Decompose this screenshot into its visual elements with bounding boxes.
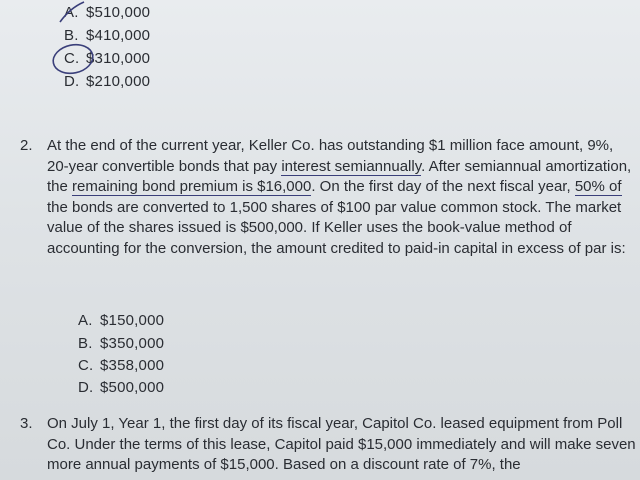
option-text: $410,000 bbox=[86, 27, 151, 44]
question-text-part: At the end of the current year, Keller Co. has outstanding $1 million face amount, 9%, 20-year convertible bonds that pay bbox=[47, 137, 614, 175]
prev-option-d bbox=[64, 73, 150, 90]
q2-option-d bbox=[78, 379, 164, 396]
underlined-phrase: 50% of bbox=[574, 178, 622, 195]
q2-option-a bbox=[78, 312, 164, 329]
prev-option-b bbox=[64, 27, 150, 44]
question-text-part: . After semiannual amortization, the bbox=[47, 157, 632, 195]
question-text: On July 1, Year 1, the first day of its fiscal year, Capitol Co. leased equipment from Poll Co. Under the terms of this lease, Capitol paid $15,000 immediately and will make seven more annual payments of $15,000. Based on a discount rate of 7%, the bbox=[47, 415, 636, 473]
question-text-part: . On the first day of the next fiscal year, bbox=[311, 178, 575, 195]
question-text-part: the bonds are converted to 1,500 shares of $100 par value common stock. The market value of the shares issued is $500,000. If Keller uses the book-value method of accounting for the conversion, the amount credited to paid-in capital in excess of par is: bbox=[47, 198, 626, 257]
option-letter: C. bbox=[78, 357, 94, 374]
option-letter: D. bbox=[78, 379, 94, 396]
option-text: $510,000 bbox=[86, 4, 151, 21]
option-text: $150,000 bbox=[100, 312, 165, 329]
option-letter: C. bbox=[64, 50, 80, 67]
question-number: 2. bbox=[20, 137, 33, 154]
q2-option-b bbox=[78, 335, 164, 352]
underlined-phrase: interest semiannually bbox=[281, 157, 422, 175]
option-text: $210,000 bbox=[86, 73, 151, 90]
option-letter: A. bbox=[78, 312, 93, 329]
question-text bbox=[47, 136, 632, 259]
option-letter: D. bbox=[64, 73, 80, 90]
option-text: $358,000 bbox=[100, 357, 165, 374]
question-number: 3. bbox=[20, 415, 33, 432]
prev-option-c bbox=[64, 50, 150, 67]
option-text: $310,000 bbox=[86, 50, 151, 67]
prev-option-a bbox=[64, 4, 150, 21]
option-text: $500,000 bbox=[100, 379, 165, 396]
option-letter: A. bbox=[64, 4, 79, 21]
option-text: $350,000 bbox=[100, 335, 165, 352]
option-letter: B. bbox=[78, 335, 93, 352]
option-letter: B. bbox=[64, 27, 79, 44]
q2-option-c bbox=[78, 357, 164, 374]
underlined-phrase: remaining bond premium is $16,000 bbox=[72, 178, 312, 195]
